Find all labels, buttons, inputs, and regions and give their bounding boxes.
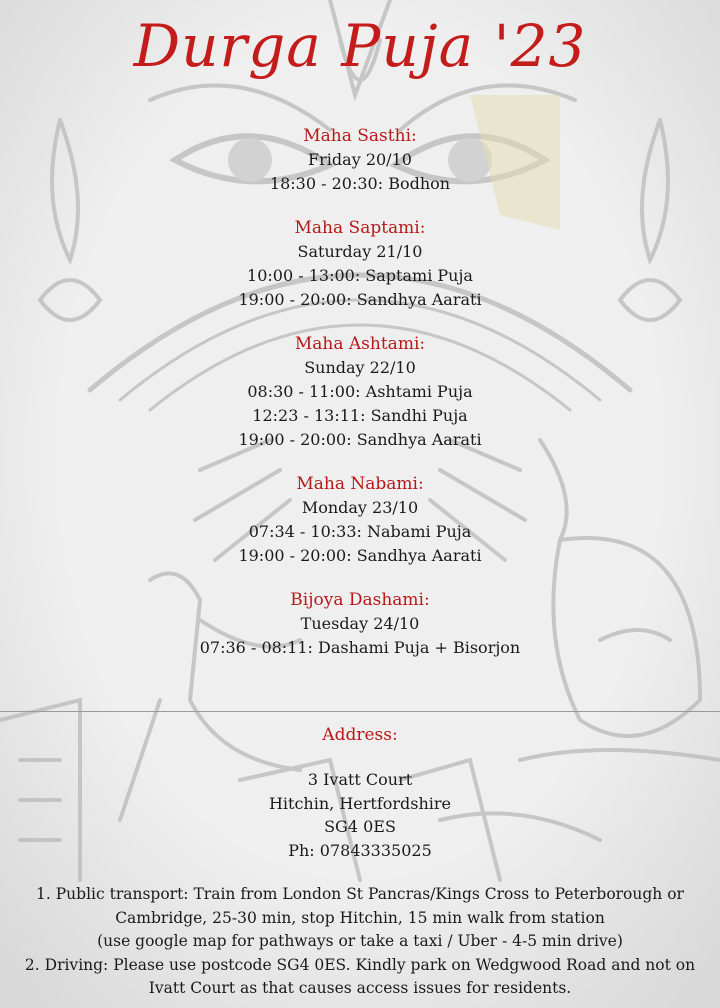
event-line: 19:00 - 20:00: Sandhya Aarati — [238, 546, 482, 565]
section-divider — [0, 711, 720, 712]
note-line: (use google map for pathways or take a taxi / Uber - 4-5 min drive) — [97, 932, 623, 951]
day-name: Maha Nabami: — [296, 474, 424, 494]
day-date: Monday 23/10 — [301, 498, 419, 517]
day-name: Maha Sasthi: — [303, 126, 417, 146]
address-line: Hitchin, Hertfordshire — [268, 793, 452, 813]
day-name: Maha Saptami: — [294, 218, 426, 238]
address-block — [0, 768, 720, 862]
day-name: Maha Ashtami: — [294, 334, 426, 354]
phone-number: Ph: 07843335025 — [288, 840, 432, 860]
address-line: 3 Ivatt Court — [307, 770, 413, 789]
day-date: Friday 20/10 — [308, 150, 412, 169]
note-line: Ivatt Court as that causes access issues for residents. — [148, 979, 572, 998]
address-heading: Address: — [322, 725, 398, 745]
day-bijoya-dashami — [0, 588, 720, 660]
page-title: Durga Puja '23 — [133, 12, 587, 80]
event-line: 08:30 - 11:00: Ashtami Puja — [247, 382, 473, 401]
address-line: SG4 0ES — [324, 817, 396, 836]
event-line: 19:00 - 20:00: Sandhya Aarati — [238, 430, 482, 449]
event-line: 12:23 - 13:11: Sandhi Puja — [252, 406, 468, 425]
note-line: Cambridge, 25-30 min, stop Hitchin, 15 min walk from station — [115, 908, 605, 927]
day-maha-ashtami — [0, 332, 720, 452]
event-line: 18:30 - 20:30: Bodhon — [269, 174, 451, 193]
note-line: 2. Driving: Please use postcode SG4 0ES. Kindly park on Wedgwood Road and not on — [24, 955, 696, 974]
day-maha-saptami — [0, 216, 720, 312]
note-line: 1. Public transport: Train from London St Pancras/Kings Cross to Peterborough or — [36, 885, 684, 903]
day-date: Sunday 22/10 — [304, 358, 416, 377]
day-maha-nabami — [0, 472, 720, 568]
day-name: Bijoya Dashami: — [290, 590, 430, 610]
event-line: 07:34 - 10:33: Nabami Puja — [248, 522, 472, 541]
day-date: Tuesday 24/10 — [300, 614, 420, 633]
event-line: 07:36 - 08:11: Dashami Puja + Bisorjon — [199, 638, 521, 657]
travel-notes — [0, 883, 720, 1001]
schedule — [0, 124, 720, 680]
day-date: Saturday 21/10 — [297, 242, 423, 261]
day-maha-sasthi — [0, 124, 720, 196]
event-line: 10:00 - 13:00: Saptami Puja — [247, 266, 473, 285]
event-line: 19:00 - 20:00: Sandhya Aarati — [238, 290, 482, 309]
